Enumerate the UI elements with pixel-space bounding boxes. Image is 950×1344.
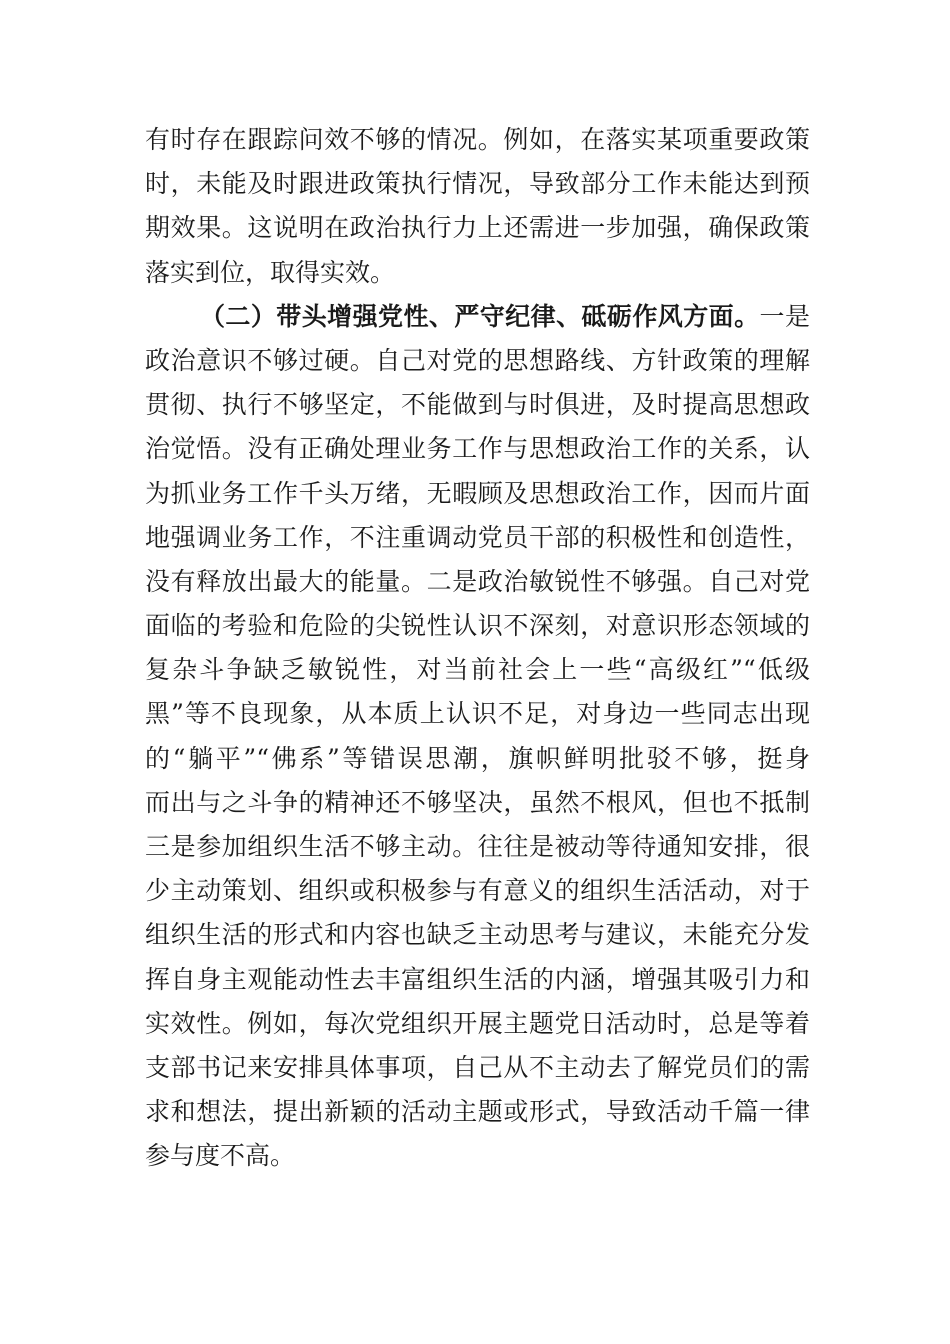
paragraph-line: 支部书记来安排具体事项，自己从不主动去了解党员们的需 bbox=[145, 1052, 810, 1082]
paragraph-line: 少主动策划、组织或积极参与有意义的组织生活活动，对于 bbox=[145, 876, 810, 906]
paragraph-line: 参与度不高。 bbox=[145, 1141, 296, 1171]
paragraph-line: 挥自身主观能动性去丰富组织生活的内涵，增强其吸引力和 bbox=[145, 964, 810, 994]
paragraph-2 bbox=[145, 295, 810, 1179]
paragraph-line: 三是参加组织生活不够主动。往往是被动等待通知安排，很 bbox=[145, 832, 810, 861]
paragraph-line: 地强调业务工作，不注重调动党员干部的积极性和创造性， bbox=[145, 522, 810, 552]
document-body bbox=[145, 118, 810, 1179]
paragraph-line: 组织生活的形式和内容也缺乏主动思考与建议，未能充分发 bbox=[145, 920, 810, 950]
paragraph-line: 的“躺平”“佛系”等错误思潮，旗帜鲜明批驳不够，挺身 bbox=[145, 743, 810, 773]
paragraph-line: 求和想法，提出新颖的活动主题或形式，导致活动千篇一律 bbox=[145, 1097, 810, 1127]
paragraph-line: 落实到位，取得实效。 bbox=[145, 257, 396, 287]
paragraph-line: 没有释放出最大的能量。二是政治敏锐性不够强。自己对党 bbox=[145, 566, 810, 596]
paragraph-line: 政治意识不够过硬。自己对党的思想路线、方针政策的理解 bbox=[145, 345, 810, 375]
paragraph-line: 贯彻、执行不够坚定，不能做到与时俱进，及时提高思想政 bbox=[145, 390, 810, 420]
paragraph-line: 治觉悟。没有正确处理业务工作与思想政治工作的关系，认 bbox=[145, 434, 810, 464]
paragraph-line: 黑”等不良现象，从本质上认识不足，对身边一些同志出现 bbox=[145, 699, 810, 729]
paragraph-line: 面临的考验和危险的尖锐性认识不深刻，对意识形态领域的 bbox=[145, 611, 810, 641]
paragraph-first-line bbox=[145, 295, 810, 339]
paragraph-line: 为抓业务工作千头万绪，无暇顾及思想政治工作，因而片面 bbox=[145, 478, 810, 508]
paragraph-line: 有时存在跟踪问效不够的情况。例如，在落实某项重要政策 bbox=[145, 125, 810, 154]
paragraph-line: 期效果。这说明在政治执行力上还需进一步加强，确保政策 bbox=[145, 213, 810, 243]
paragraph-line: 时，未能及时跟进政策执行情况，导致部分工作未能达到预 bbox=[145, 169, 810, 199]
paragraph-line: 实效性。例如，每次党组织开展主题党日活动时，总是等着 bbox=[145, 1008, 810, 1038]
paragraph-line: 而出与之斗争的精神还不够坚决，虽然不根风，但也不抵制 bbox=[145, 787, 810, 817]
paragraph-1 bbox=[145, 118, 810, 295]
paragraph-line: 复杂斗争缺乏敏锐性，对当前社会上一些“高级红”“低级 bbox=[145, 655, 810, 685]
paragraph-line-rest: 一是 bbox=[759, 301, 810, 331]
section-heading: （二）带头增强党性、严守纪律、砥砺作风方面。 bbox=[200, 301, 760, 331]
